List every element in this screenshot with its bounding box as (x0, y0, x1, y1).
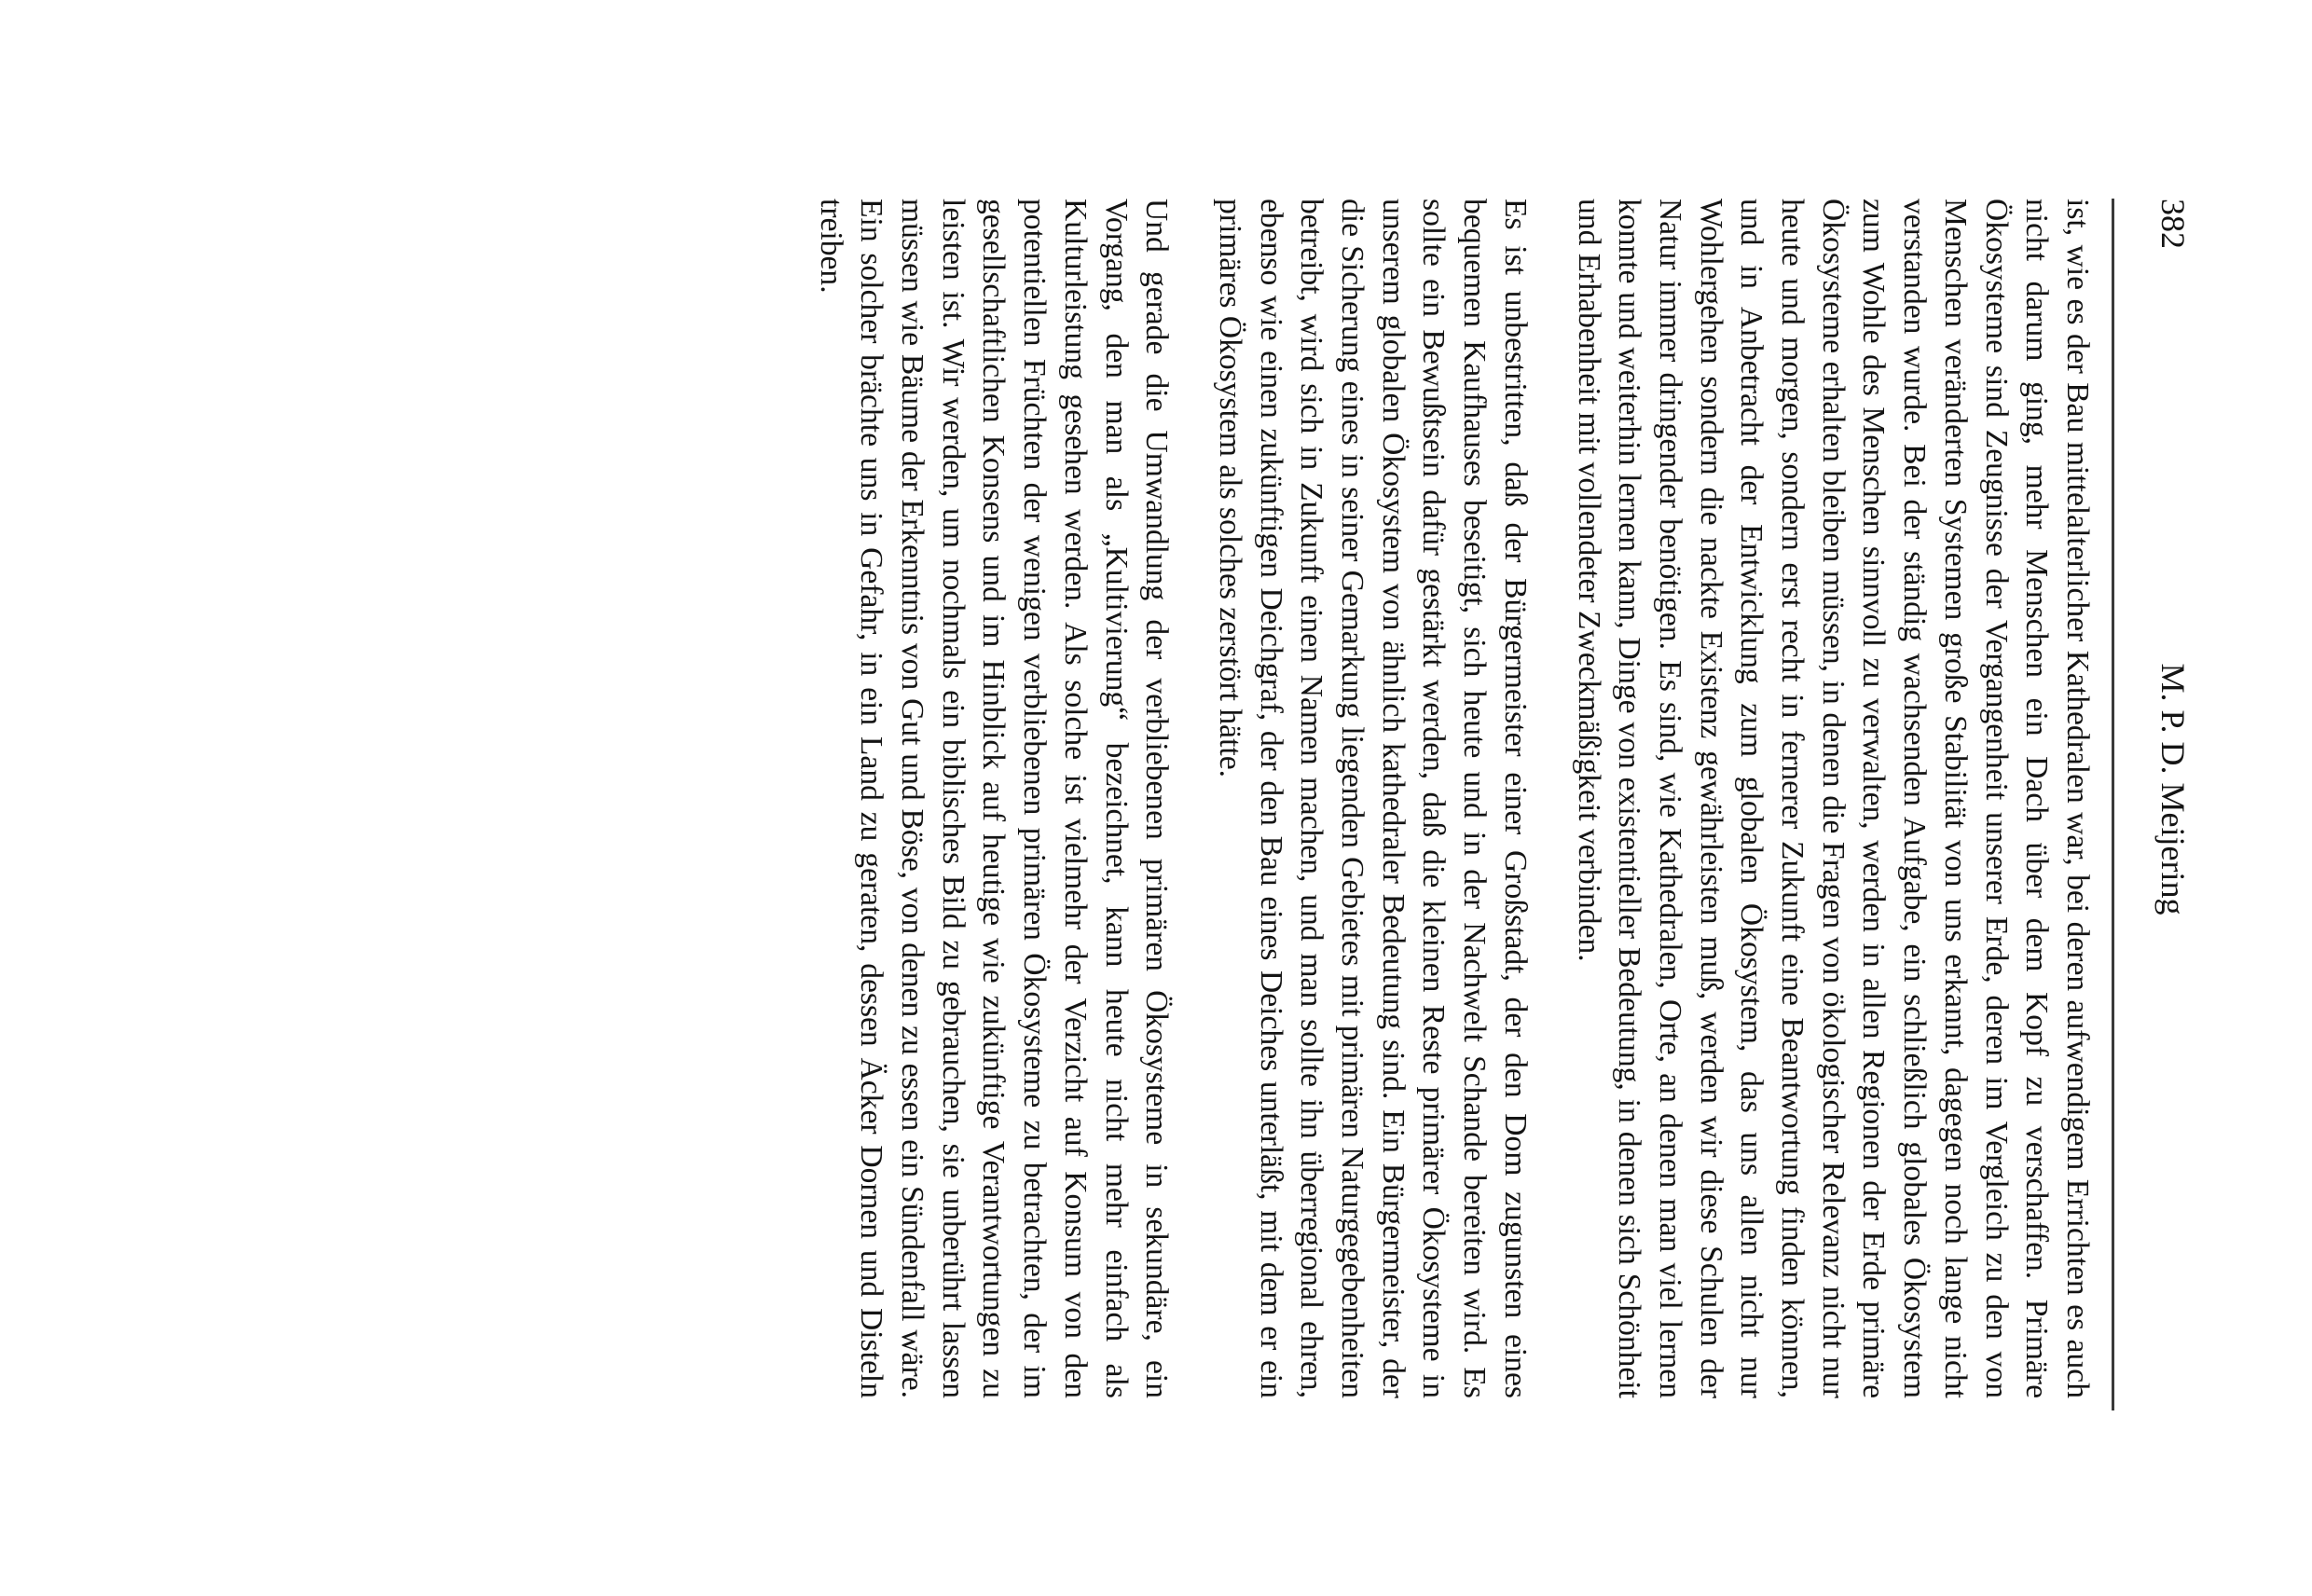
paragraph-3: Und gerade die Umwandlung der verbliebenen primären Ökosysteme in sekundäre, ein Vorgang, den man als „Kultivierung“ bezeichnet, kann heute nicht mehr einfach als Kulturleistung gesehen werden. Als solche ist vielmehr der Verzicht auf Konsum von den potentiellen Früchten der wenigen verbliebenen primären Ökosysteme zu betrachten, der im gesellschaftlichen Konsens und im Hinblick auf heutige wie zukünftige Verantwortungen zu leisten ist. Wir werden, um nochmals ein biblisches Bild zu gebrauchen, sie unberührt lassen müssen wie Bäume der Erkenntnis von Gut und Böse, von denen zu essen ein Sündenfall wäre. Ein solcher brächte uns in Gefahr, in ein Land zu geraten, dessen Äcker Dornen und Disteln treiben. (813, 199, 1175, 1398)
header-rule (2112, 199, 2114, 1410)
author-header: M. P. D. Meijering (2154, 663, 2192, 915)
page-number: 382 (2154, 199, 2192, 249)
paragraph-2: Es ist unbestritten, daß der Bürgermeister einer Großstadt, der den Dom zugunsten eines bequemen Kaufhauses beseitigt, sich heute und in der Nachwelt Schande bereiten wird. Es sollte ein Bewußtsein dafür gestärkt werden, daß die kleinen Reste primärer Ökosysteme in unserem globalen Ökosystem von ähnlich kathedraler Bedeutung sind. Ein Bürgermeister, der die Sicherung eines in seiner Gemarkung liegenden Gebietes mit primären Naturgegebenheiten betreibt, wird sich in Zukunft einen Namen machen, und man sollte ihn überregional ehren, ebenso wie einen zukünftigen Deichgraf, der den Bau eines Deiches unterläßt, mit dem er ein primäres Ökosystem als solches zerstört hätte. (1212, 199, 1533, 1398)
body-text (778, 199, 2098, 1398)
paragraph-1: ist, wie es der Bau mittelalterlicher Kathedralen war, bei deren aufwendigem Errichten es auch nicht darum ging, mehr Menschen ein Dach über dem Kopf zu verschaffen. Primäre Ökosysteme sind Zeugnisse der Vergangenheit unserer Erde, deren im Vergleich zu den von Menschen veränderten Systemen große Stabilität von uns erkannt, dagegen noch lange nicht verstanden wurde. Bei der ständig wachsenden Aufgabe, ein schließlich globales Ökosystem zum Wohle des Menschen sinnvoll zu verwalten, werden in allen Regionen der Erde primäre Ökosysteme erhalten bleiben müssen, in denen die Fragen von ökologischer Relevanz nicht nur heute und morgen, sondern erst recht in fernerer Zukunft eine Beantwortung finden können, und in Anbetracht der Entwicklung zum globalen Ökosystem, das uns allen nicht nur Wohlergehen sondern die nackte Existenz gewährleisten muß, werden wir diese Schulen der Natur immer dringender benötigen. Es sind, wie Kathedralen, Orte, an denen man viel lernen konnte und weiterhin lernen kann, Dinge von existentieller Bedeutung, in denen sich Schönheit und Erhabenheit mit vollendeter Zweckmäßigkeit verbinden. (1571, 199, 2095, 1398)
running-head (2141, 199, 2197, 1380)
